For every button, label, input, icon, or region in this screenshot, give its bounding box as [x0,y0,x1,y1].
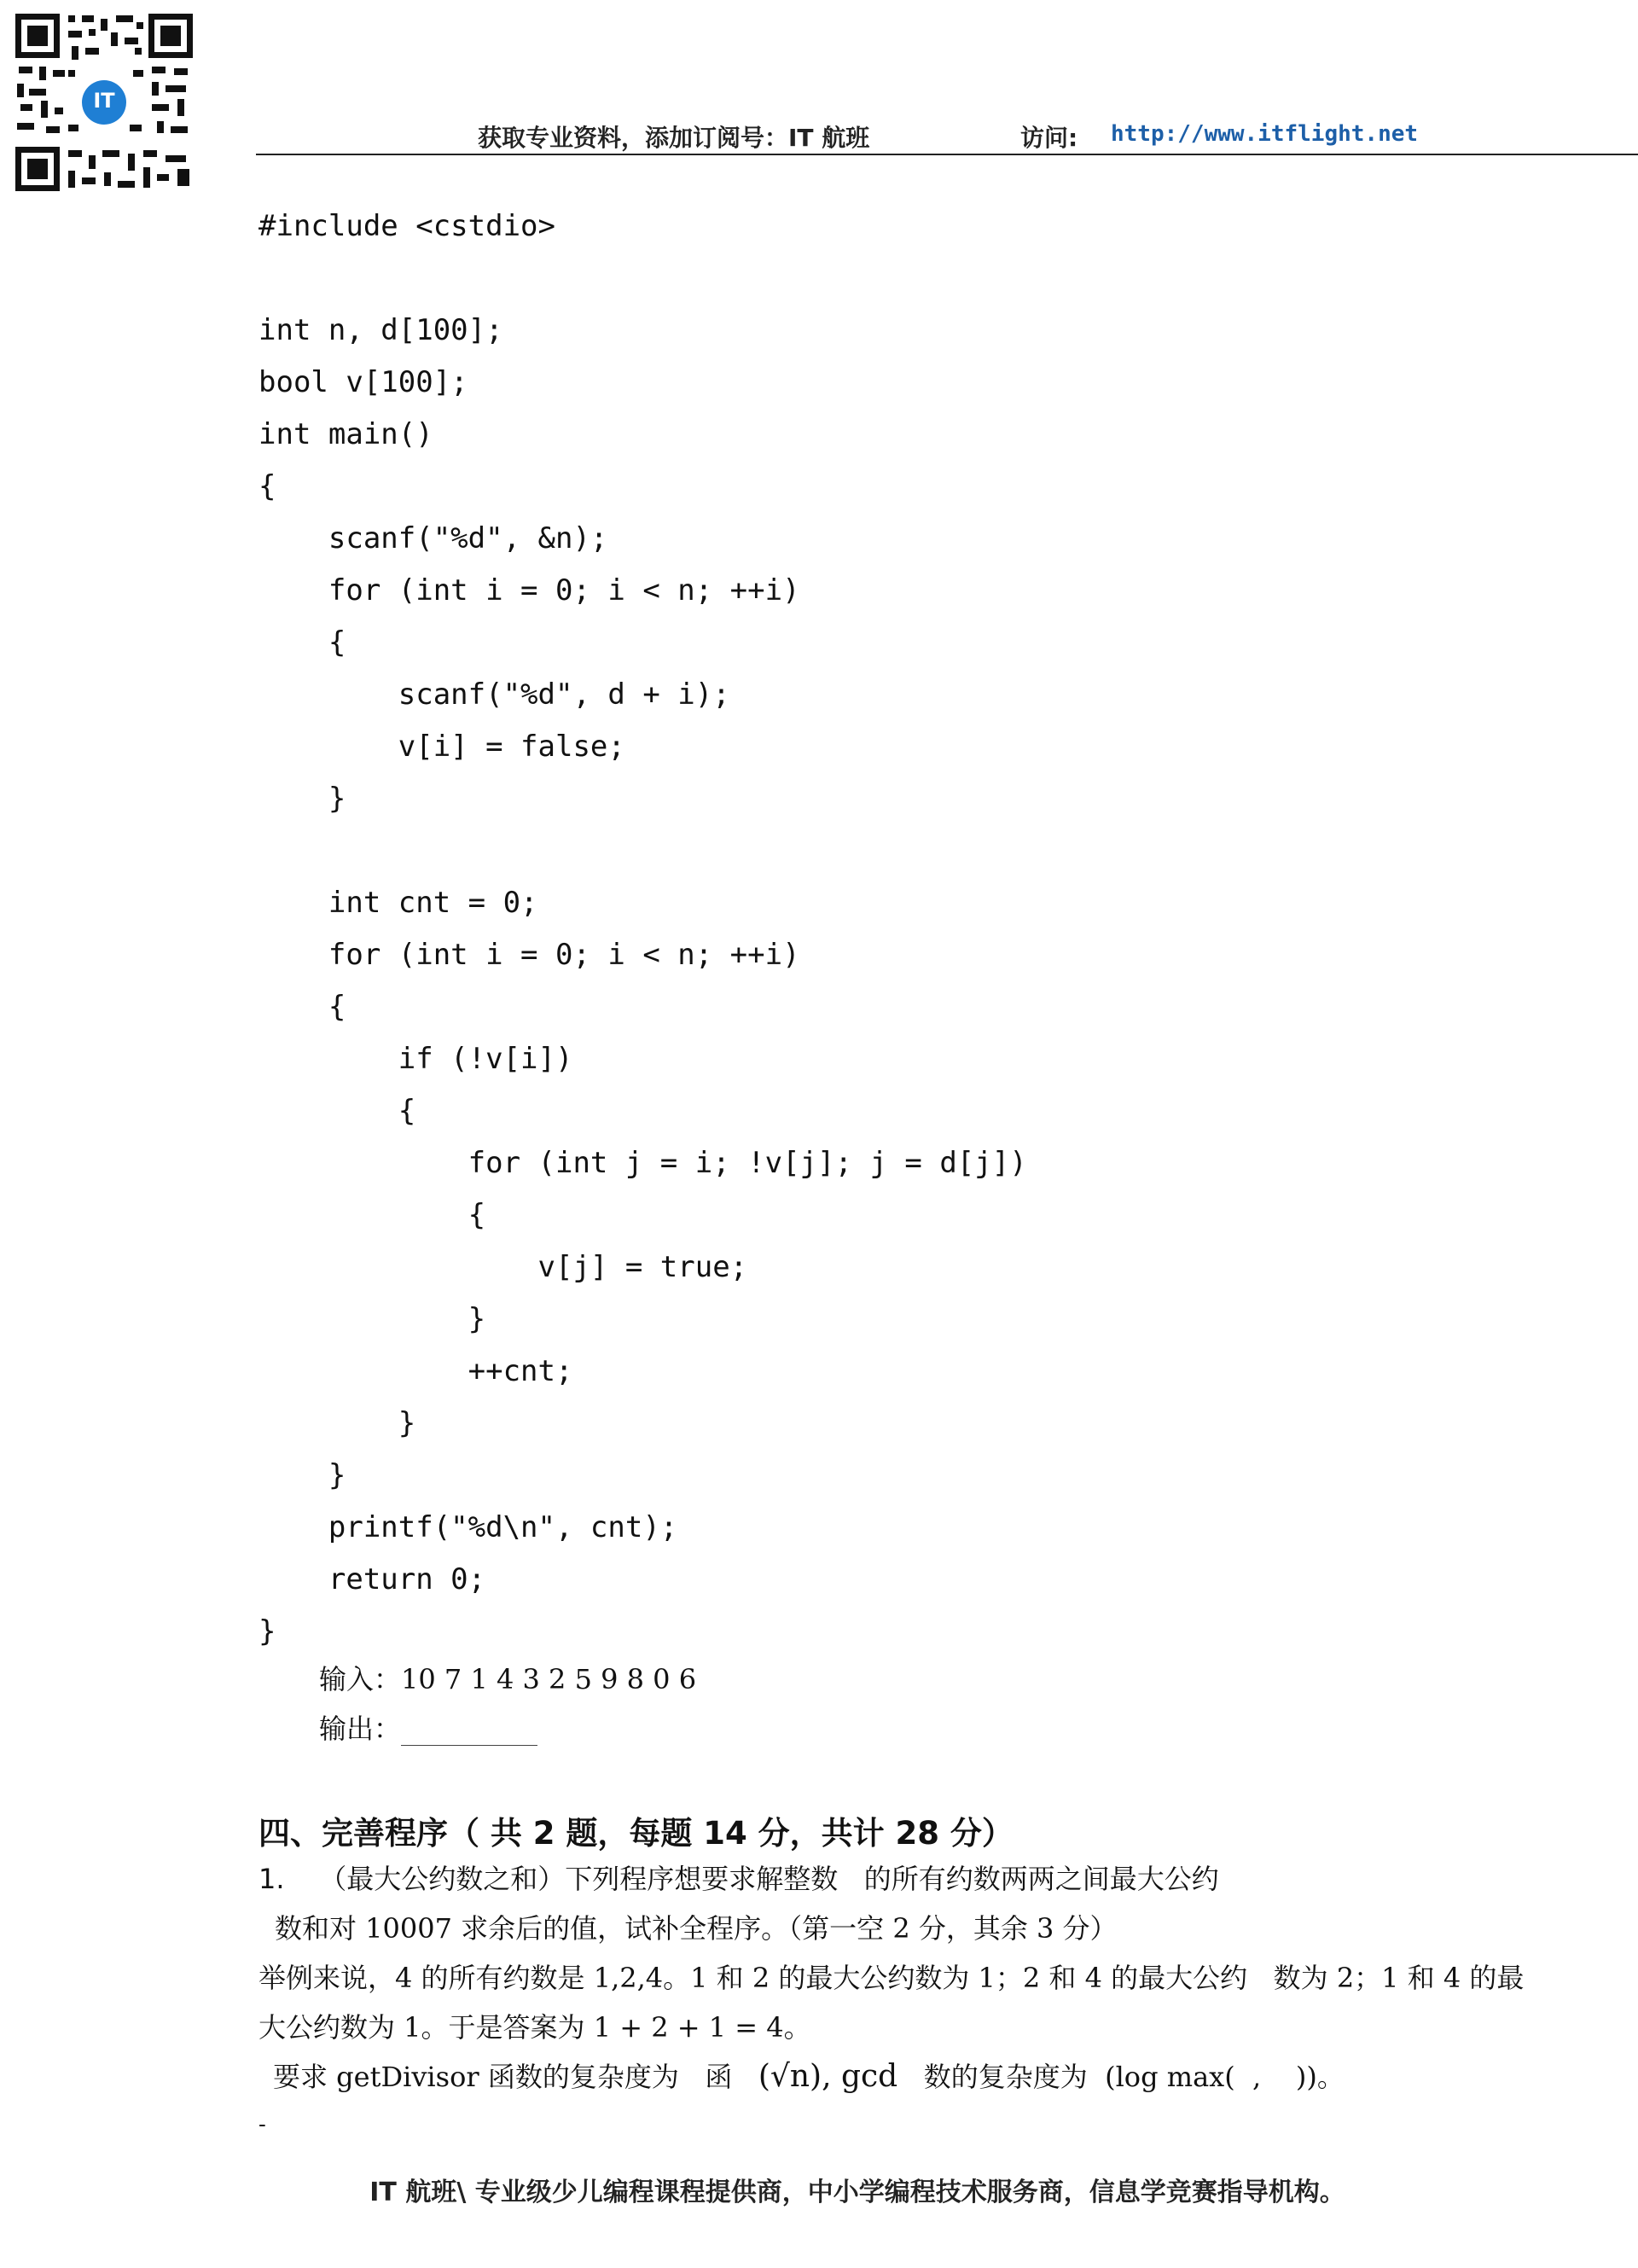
code-line: } [258,1406,416,1440]
problem-line-5 [273,2058,1345,2096]
problem-number: 1. [258,1863,285,1895]
complexity-text-b: 数的复杂度为 (log max( , ))。 [923,2061,1345,2093]
code-line: ++cnt; [258,1354,573,1388]
code-line [258,259,1027,311]
code-line: if (!v[i]) [258,1042,573,1076]
code-line: int main() [258,417,433,451]
code-line: { [258,469,276,503]
problem-line-1 [258,1860,1219,1898]
code-line: for (int i = 0; i < n; ++i) [258,938,800,972]
website-link[interactable]: http://www.itflight.net [1111,121,1419,147]
code-line: scanf("%d", d + i); [258,677,730,712]
code-line: } [258,1302,486,1336]
qr-code [15,14,193,191]
code-block [258,206,1027,1664]
header-divider [256,154,1638,155]
code-line: { [258,1094,416,1128]
problem-text: （最大公约数之和）下列程序想要求解整数 的所有约数两两之间最大公约 [319,1863,1219,1895]
code-line: { [258,990,346,1024]
problem-line-3: 举例来说，4 的所有约数是 1,2,4。1 和 2 的最大公约数为 1；2 和 4 的最大公约 数为 2；1 和 4 的最 [258,1962,1525,1994]
section-title: 四、完善程序（ 共 2 题，每题 14 分，共计 28 分） [258,1815,1014,1852]
problem-line-2: 数和对 10007 求余后的值，试补全程序。（第一空 2 分，其余 3 分） [275,1912,1118,1945]
dash-mark: - [258,2112,266,2137]
qr-logo-text: IT [93,89,115,113]
output-line [319,1712,537,1746]
input-value: 10 7 1 4 3 2 5 9 8 0 6 [401,1663,697,1695]
code-line: for (int i = 0; i < n; ++i) [258,573,800,608]
input-label: 输入： [319,1663,402,1695]
code-line: return 0; [258,1562,486,1596]
input-line [319,1662,696,1696]
code-line: printf("%d\n", cnt); [258,1510,678,1544]
subscribe-text: 获取专业资料，添加订阅号：IT 航班 [478,124,870,152]
problem-line-4: 大公约数为 1。于是答案为 1 + 2 + 1 = 4。 [258,2011,811,2044]
code-line: for (int j = i; !v[j]; j = d[j]) [258,1146,1027,1180]
output-label: 输出： [319,1713,402,1745]
code-line: v[j] = true; [258,1250,748,1284]
code-line: bool v[100]; [258,365,468,399]
visit-label: 访问: [1020,124,1078,152]
code-line: { [258,625,346,660]
footer-text: IT 航班\ 专业级少儿编程课程提供商，中小学编程技术服务商，信息学竞赛指导机构。 [369,2178,1345,2207]
code-line: scanf("%d", &n); [258,521,608,555]
code-line: } [258,782,346,816]
code-line: } [258,1614,276,1649]
code-line: } [258,1458,346,1492]
code-line: v[i] = false; [258,730,625,764]
complexity-formula: (√n), gcd [758,2059,898,2094]
code-line: #include <cstdio> [258,209,555,243]
code-line [258,831,1027,883]
output-blank[interactable] [401,1719,537,1746]
code-line: int n, d[100]; [258,313,503,347]
code-line: { [258,1198,486,1232]
code-line: int cnt = 0; [258,886,538,920]
footer [0,2171,1638,2208]
complexity-text-a: 要求 getDivisor 函数的复杂度为 函 [273,2061,733,2093]
